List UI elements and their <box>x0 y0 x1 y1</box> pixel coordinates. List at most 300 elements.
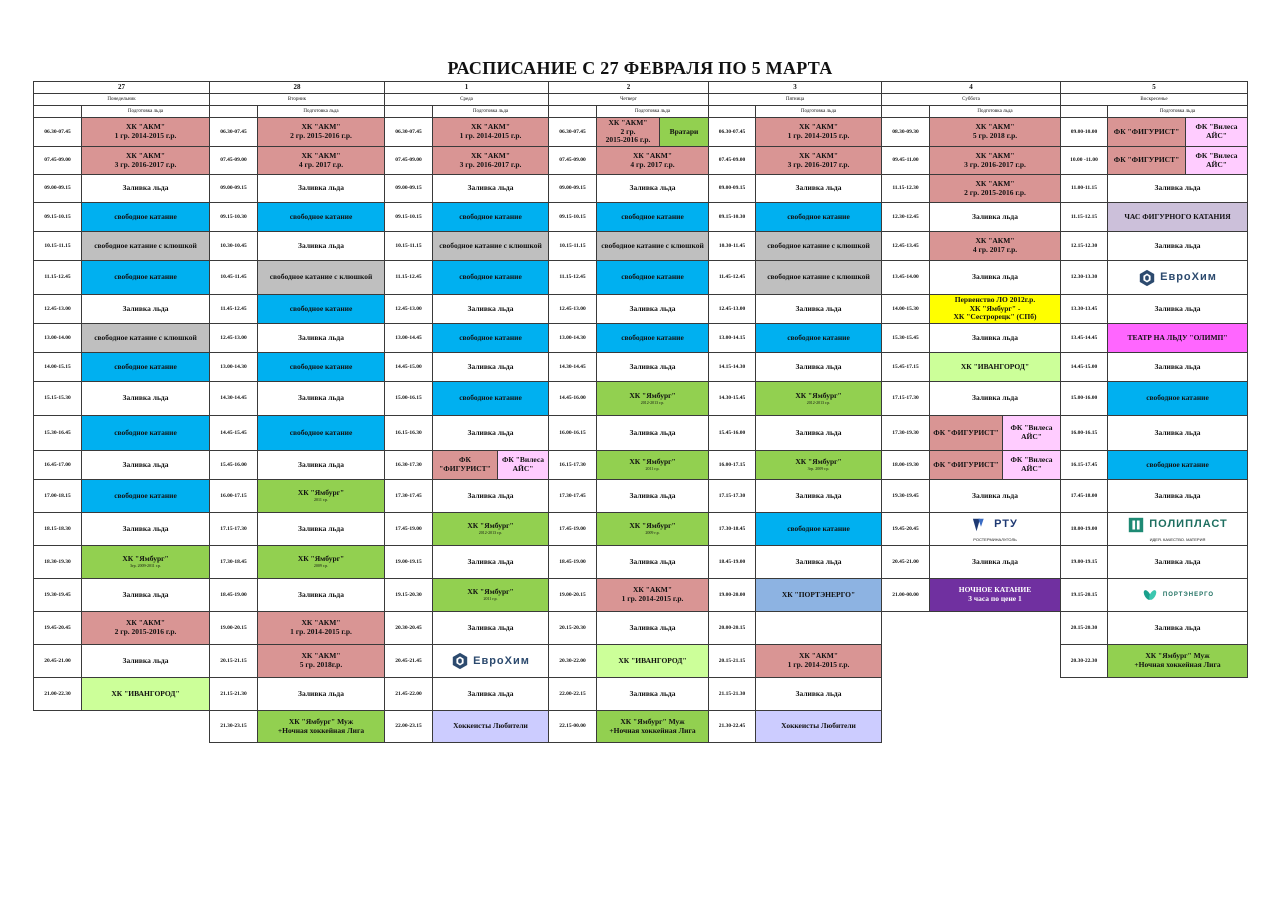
activity-cell[interactable] <box>81 117 210 147</box>
activity-cell[interactable] <box>1107 644 1248 678</box>
cell-text: ХК "АКМ" 4 гр. 2017 г.р. <box>298 150 344 169</box>
cell-text: 07.45-09.00 <box>395 157 422 164</box>
cell-text: 07.45-09.00 <box>718 157 746 164</box>
activity-cell[interactable] <box>596 294 709 324</box>
activity-cell[interactable] <box>257 710 385 743</box>
time-slot <box>881 202 930 232</box>
time-slot <box>384 294 433 324</box>
time-slot <box>209 231 258 261</box>
cell-text: ХК "АКМ" 5 гр. 2018 г.р. <box>972 122 1018 140</box>
activity-cell[interactable] <box>257 545 385 579</box>
activity-cell[interactable] <box>929 479 1061 513</box>
cell-text: 15.30-15.45 <box>892 334 919 341</box>
cell-text: ХК "АКМ" 4 гр. 2017 г.р. <box>630 150 675 169</box>
cell-text: ХК "АКМ" 3 гр. 2016-2017 г.р. <box>114 150 177 169</box>
time-slot <box>384 644 433 678</box>
activity-cell[interactable] <box>596 174 709 203</box>
activity-cell[interactable] <box>755 512 882 546</box>
activity-cell[interactable] <box>1107 450 1248 480</box>
cell-text: Заливка льда <box>795 303 842 313</box>
cell-text: 13.45-14.00 <box>892 274 919 281</box>
cell-text: Подготовка льда <box>127 108 164 114</box>
activity-cell[interactable] <box>432 231 549 261</box>
activity-cell[interactable] <box>755 174 882 203</box>
activity-cell[interactable] <box>596 512 709 546</box>
time-slot <box>708 545 756 579</box>
activity-cell[interactable] <box>1107 231 1248 261</box>
time-slot <box>881 174 930 203</box>
activity-cell[interactable] <box>755 677 882 711</box>
time-slot <box>33 174 82 203</box>
logo-row <box>1138 269 1217 287</box>
activity-cell[interactable] <box>1002 415 1061 451</box>
cell-text: Заливка льда <box>629 490 676 500</box>
time-slot <box>881 294 930 324</box>
time-slot <box>384 677 433 711</box>
activity-cell[interactable] <box>596 578 709 612</box>
cell-text: Заливка льда <box>467 556 514 566</box>
time-slot <box>548 174 597 203</box>
cell-text: ФК "Вилеса АЙС" <box>501 455 545 473</box>
cell-text: 18.30-19.30 <box>44 558 71 565</box>
cell-text: Заливка льда <box>1154 361 1201 371</box>
activity-cell[interactable] <box>257 479 385 513</box>
activity-cell[interactable] <box>1107 352 1248 382</box>
cell-text: 18.45-19.00 <box>559 558 586 565</box>
activity-cell[interactable] <box>596 202 709 232</box>
activity-cell[interactable] <box>432 202 549 232</box>
cell-text: 21.30-22.45 <box>718 723 746 730</box>
logo-subtext: ИДЕЯ. КАЧЕСТВО. МАТЕРИЯ <box>1149 536 1206 542</box>
time-slot <box>33 450 82 480</box>
cell-text: свободное катание с клюшкой <box>601 240 704 250</box>
cell-text: Заливка льда <box>972 490 1018 500</box>
cell-text: Заливка льда <box>298 459 344 469</box>
cell-text: 10.00 -11.00 <box>1070 157 1098 164</box>
cell-note: 2011 г.р. <box>483 596 498 602</box>
activity-cell[interactable] <box>81 202 210 232</box>
time-slot <box>708 231 756 261</box>
activity-cell[interactable] <box>432 174 549 203</box>
activity-cell[interactable] <box>929 231 1061 261</box>
activity-cell[interactable] <box>81 381 210 416</box>
cell-text: 10.30-11.45 <box>718 242 746 249</box>
cell-text: 13.45-14.45 <box>1070 334 1098 341</box>
activity-cell[interactable] <box>81 294 210 324</box>
cell-text: 17.30-17.45 <box>559 492 586 499</box>
cell-text: 12.45-13.00 <box>220 334 247 341</box>
time-slot <box>881 415 930 451</box>
cell-text: 19.00-20.15 <box>220 624 247 631</box>
cell-text: Заливка льда <box>467 688 514 698</box>
activity-cell[interactable] <box>1107 545 1248 579</box>
activity-cell[interactable] <box>755 710 882 743</box>
time-slot <box>384 260 433 295</box>
time-slot <box>548 644 597 678</box>
cell-text: 09.00-09.15 <box>220 185 247 192</box>
activity-cell[interactable] <box>755 117 882 147</box>
cell-text: ХК "Ямбург" Муж +Ночная хоккейная Лига <box>609 716 696 735</box>
activity-cell[interactable] <box>81 578 210 612</box>
activity-cell[interactable] <box>1185 146 1248 175</box>
cell-text: 22.00-23.15 <box>395 723 422 730</box>
cell-note: 2009 г.р. <box>645 530 660 536</box>
activity-cell[interactable] <box>81 512 210 546</box>
cell-text: Понедельник <box>107 96 136 102</box>
cell-text: 18.45-19.00 <box>718 558 746 565</box>
activity-cell[interactable] <box>1002 450 1061 480</box>
activity-cell[interactable] <box>1107 611 1248 645</box>
time-slot <box>209 710 258 743</box>
time-slot <box>708 174 756 203</box>
cell-text: ХК "Ямбург" Муж +Ночная хоккейная Лига <box>277 716 365 735</box>
cell-text: 15.45-16.00 <box>220 461 247 468</box>
time-slot <box>548 352 597 382</box>
logo-text: ЕвроХим <box>1160 271 1217 284</box>
cell-text: 09.00-09.15 <box>559 185 586 192</box>
activity-cell[interactable] <box>81 545 210 579</box>
activity-cell[interactable] <box>257 611 385 645</box>
activity-cell[interactable] <box>929 415 1003 451</box>
activity-cell[interactable] <box>257 677 385 711</box>
cell-text: 13.00-14.15 <box>718 334 746 341</box>
cell-text: ФК "Вилеса АЙС" <box>1195 122 1238 140</box>
portenergo-logo-icon <box>1141 586 1159 604</box>
activity-cell[interactable] <box>1107 381 1248 416</box>
activity-cell[interactable] <box>257 644 385 678</box>
cell-text: 18.45-19.00 <box>220 591 247 598</box>
activity-cell[interactable] <box>929 174 1061 203</box>
activity-cell[interactable] <box>929 117 1061 147</box>
activity-cell[interactable] <box>929 202 1061 232</box>
activity-cell[interactable] <box>596 231 709 261</box>
activity-cell[interactable] <box>929 545 1061 579</box>
cell-text: Заливка льда <box>795 183 842 193</box>
cell-text: Заливка льда <box>1154 427 1201 437</box>
time-slot <box>209 545 258 579</box>
time-slot <box>384 611 433 645</box>
activity-cell[interactable] <box>81 611 210 645</box>
activity-cell[interactable] <box>596 611 709 645</box>
activity-cell[interactable] <box>257 323 385 353</box>
activity-cell[interactable] <box>432 323 549 353</box>
activity-cell[interactable] <box>432 146 549 175</box>
time-slot <box>881 352 930 382</box>
activity-cell[interactable] <box>81 146 210 175</box>
cell-text: свободное катание <box>289 427 353 437</box>
cell-text: свободное катание <box>459 211 522 221</box>
cell-text: ХК "Ямбург" <box>297 488 345 498</box>
activity-cell[interactable] <box>432 381 549 416</box>
time-slot <box>881 381 930 416</box>
cell-text: Заливка льда <box>122 589 169 599</box>
activity-cell[interactable] <box>1107 323 1248 353</box>
cell-text: 20.15-20.30 <box>1070 624 1098 631</box>
cell-text: 18.00-19.30 <box>892 461 919 468</box>
time-slot <box>548 611 597 645</box>
activity-cell[interactable] <box>1185 117 1248 147</box>
activity-cell[interactable] <box>596 260 709 295</box>
cell-text: Заливка льда <box>122 523 169 533</box>
time-slot <box>881 146 930 175</box>
cell-text: Заливка льда <box>298 183 344 193</box>
activity-cell[interactable] <box>257 352 385 382</box>
activity-cell[interactable] <box>497 450 549 480</box>
cell-text: 3 <box>793 83 797 92</box>
time-slot <box>209 611 258 645</box>
activity-cell[interactable] <box>755 146 882 175</box>
activity-cell[interactable] <box>257 512 385 546</box>
activity-cell[interactable] <box>81 479 210 513</box>
activity-cell[interactable] <box>81 231 210 261</box>
cell-text: 19.45-20.45 <box>892 525 919 532</box>
time-slot <box>33 677 82 711</box>
time-slot <box>708 415 756 451</box>
time-slot <box>548 117 597 147</box>
sponsor-logo-cell[interactable] <box>929 512 1061 546</box>
cell-text: 27 <box>118 83 125 92</box>
activity-cell[interactable] <box>1107 202 1248 232</box>
activity-cell[interactable] <box>432 117 549 147</box>
cell-text: 17.00-18.15 <box>44 492 71 499</box>
cell-text: Заливка льда <box>298 688 344 698</box>
activity-cell[interactable] <box>755 323 882 353</box>
time-slot <box>209 381 258 416</box>
activity-cell[interactable] <box>929 352 1061 382</box>
time-slot <box>548 323 597 353</box>
cell-text: ФК "ФИГУРИСТ" <box>1113 126 1180 136</box>
activity-cell[interactable] <box>432 479 549 513</box>
activity-cell[interactable] <box>1107 174 1248 203</box>
cell-text: 17.45-18.00 <box>1070 492 1098 499</box>
activity-cell[interactable] <box>596 352 709 382</box>
cell-text: Заливка льда <box>122 459 169 469</box>
time-slot <box>881 545 930 579</box>
cell-text: ХК "АКМ" 1 гр. 2014-2015 г.р. <box>290 618 352 636</box>
activity-cell[interactable] <box>81 260 210 295</box>
activity-cell[interactable] <box>257 450 385 480</box>
activity-cell[interactable] <box>432 611 549 645</box>
activity-cell[interactable] <box>755 352 882 382</box>
time-slot <box>881 512 930 546</box>
activity-cell[interactable] <box>596 381 709 416</box>
cell-text: Заливка льда <box>122 183 169 193</box>
cell-text: свободное катание <box>289 361 353 371</box>
activity-cell[interactable] <box>596 117 660 147</box>
cell-text: Заливка льда <box>629 688 676 698</box>
activity-cell[interactable] <box>432 415 549 451</box>
cell-text: 16.00-16.15 <box>559 429 586 436</box>
activity-cell[interactable] <box>929 450 1003 480</box>
activity-cell[interactable] <box>596 323 709 353</box>
cell-text: ХК "Ямбург" <box>629 390 676 400</box>
activity-cell[interactable] <box>432 512 549 546</box>
activity-cell[interactable] <box>596 415 709 451</box>
activity-cell[interactable] <box>1107 146 1186 175</box>
cell-text: Заливка льда <box>298 393 344 403</box>
cell-text: Заливка льда <box>1154 622 1201 632</box>
activity-cell[interactable] <box>659 117 709 147</box>
cell-text: 19.00-20.15 <box>559 591 586 598</box>
activity-cell[interactable] <box>755 644 882 678</box>
time-slot <box>708 611 756 645</box>
activity-cell[interactable] <box>755 450 882 480</box>
cell-text: ХК "Ямбург" <box>629 521 676 531</box>
time-slot <box>548 260 597 295</box>
activity-cell[interactable] <box>755 381 882 416</box>
sponsor-logo-cell[interactable] <box>1107 512 1248 546</box>
cell-text: 09.45-11.00 <box>892 157 919 164</box>
activity-cell[interactable] <box>755 260 882 295</box>
cell-text: Первенство ЛО 2012г.р. ХК "Ямбург" - ХК "Сестрорецк" (СПб) <box>953 295 1037 322</box>
eurochem-logo-icon <box>1138 269 1156 287</box>
cell-text: ФК "ФИГУРИСТ" <box>933 427 999 437</box>
activity-cell[interactable] <box>596 545 709 579</box>
activity-cell[interactable] <box>596 710 709 743</box>
cell-text: 15.30-16.45 <box>44 429 71 436</box>
cell-text: Заливка льда <box>122 303 169 313</box>
cell-text: свободное катание <box>114 490 177 500</box>
cell-text: 16.15-16.30 <box>395 429 422 436</box>
activity-cell[interactable] <box>1107 294 1248 324</box>
cell-text: 11.15-12.45 <box>44 274 71 281</box>
cell-text: ФК "Вилеса АЙС" <box>1195 150 1238 169</box>
sponsor-logo-cell[interactable] <box>432 644 549 678</box>
cell-text: ХК "АКМ" 2 гр. 2015-2016 г.р. <box>605 118 651 145</box>
activity-cell[interactable] <box>257 231 385 261</box>
activity-cell[interactable] <box>257 174 385 203</box>
activity-cell[interactable] <box>257 381 385 416</box>
time-slot <box>881 231 930 261</box>
cell-text: Воскресенье <box>1140 96 1168 102</box>
activity-cell[interactable] <box>929 260 1061 295</box>
activity-cell[interactable] <box>755 611 882 645</box>
activity-cell[interactable] <box>257 415 385 451</box>
cell-text: 1 <box>464 83 469 92</box>
cell-text: Заливка льда <box>122 655 169 665</box>
activity-cell[interactable] <box>81 352 210 382</box>
activity-cell[interactable] <box>81 323 210 353</box>
cell-text: Подготовка льда <box>977 108 1013 114</box>
activity-cell[interactable] <box>81 644 210 678</box>
activity-cell[interactable] <box>755 545 882 579</box>
activity-cell[interactable] <box>596 479 709 513</box>
time-slot <box>1060 174 1108 203</box>
cell-text: свободное катание <box>787 523 850 533</box>
activity-cell[interactable] <box>755 231 882 261</box>
cell-text: 12.45-13.45 <box>892 242 919 249</box>
cell-text: 12.45-13.00 <box>44 305 71 312</box>
time-slot <box>1060 146 1108 175</box>
cell-text: Заливка льда <box>298 523 344 533</box>
cell-text: ХК "ИВАНГОРОД" <box>111 688 180 698</box>
cell-text: ХК "Ямбург" Муж +Ночная хоккейная Лига <box>1134 651 1221 669</box>
cell-text: свободное катание с клюшкой <box>94 240 197 250</box>
activity-cell[interactable] <box>432 710 549 743</box>
cell-text: 15.45-17.15 <box>892 363 919 370</box>
cell-text: 22.00-22.15 <box>559 690 586 697</box>
time-slot <box>1060 450 1108 480</box>
sponsor-logo-cell[interactable] <box>1107 578 1248 612</box>
activity-cell[interactable] <box>929 323 1061 353</box>
activity-cell[interactable] <box>596 146 709 175</box>
cell-text: 16.30-17.30 <box>395 461 422 468</box>
cell-text: 14.30-14.45 <box>220 395 247 402</box>
activity-cell[interactable] <box>432 260 549 295</box>
time-slot <box>33 578 82 612</box>
activity-cell[interactable] <box>755 415 882 451</box>
cell-text: ХК "Ямбург" <box>795 390 842 400</box>
time-slot <box>33 146 82 175</box>
cell-text: НОЧНОЕ КАТАНИЕ 3 часа по цене 1 <box>958 585 1032 603</box>
activity-cell[interactable] <box>755 479 882 513</box>
activity-cell[interactable] <box>432 450 498 480</box>
time-slot <box>548 479 597 513</box>
cell-text: 11.45-12.45 <box>220 305 247 312</box>
activity-cell[interactable] <box>432 294 549 324</box>
cell-text: Заливка льда <box>795 490 842 500</box>
cell-text: 13.00-14.30 <box>220 363 247 370</box>
cell-text: Заливка льда <box>972 332 1018 342</box>
activity-cell[interactable] <box>432 578 549 612</box>
activity-cell[interactable] <box>81 677 210 711</box>
activity-cell[interactable] <box>596 677 709 711</box>
activity-cell[interactable] <box>1107 415 1248 451</box>
eurochem-logo-icon <box>451 652 469 670</box>
activity-cell[interactable] <box>596 450 709 480</box>
activity-cell[interactable] <box>755 578 882 612</box>
time-slot <box>708 381 756 416</box>
activity-cell[interactable] <box>929 294 1061 324</box>
activity-cell[interactable] <box>257 117 385 147</box>
time-slot <box>1060 323 1108 353</box>
activity-cell[interactable] <box>257 202 385 232</box>
time-slot <box>209 677 258 711</box>
activity-cell[interactable] <box>257 260 385 295</box>
cell-text: 19.15-20.30 <box>395 591 422 598</box>
cell-text: Заливка льда <box>467 183 514 193</box>
activity-cell[interactable] <box>929 578 1061 612</box>
activity-cell[interactable] <box>257 578 385 612</box>
sponsor-logo-cell[interactable] <box>1107 260 1248 295</box>
activity-cell[interactable] <box>81 415 210 451</box>
activity-cell[interactable] <box>257 146 385 175</box>
cell-text: ФК "Вилеса АЙС" <box>1010 455 1053 473</box>
activity-cell[interactable] <box>1107 479 1248 513</box>
time-slot <box>881 323 930 353</box>
activity-cell[interactable] <box>432 677 549 711</box>
activity-cell[interactable] <box>929 381 1061 416</box>
time-slot <box>33 512 82 546</box>
time-slot <box>209 450 258 480</box>
activity-cell[interactable] <box>596 644 709 678</box>
activity-cell[interactable] <box>257 294 385 324</box>
activity-cell[interactable] <box>432 352 549 382</box>
activity-cell[interactable] <box>432 545 549 579</box>
activity-cell[interactable] <box>1107 117 1186 147</box>
cell-text: 10.15-11.15 <box>559 242 586 249</box>
time-slot <box>33 117 82 147</box>
activity-cell[interactable] <box>755 202 882 232</box>
activity-cell[interactable] <box>929 146 1061 175</box>
activity-cell[interactable] <box>81 450 210 480</box>
activity-cell[interactable] <box>81 174 210 203</box>
time-slot <box>384 323 433 353</box>
time-slot <box>1060 117 1108 147</box>
cell-text: Заливка льда <box>1154 490 1201 500</box>
cell-text: 09.15-10.15 <box>395 213 422 220</box>
activity-cell[interactable] <box>755 294 882 324</box>
